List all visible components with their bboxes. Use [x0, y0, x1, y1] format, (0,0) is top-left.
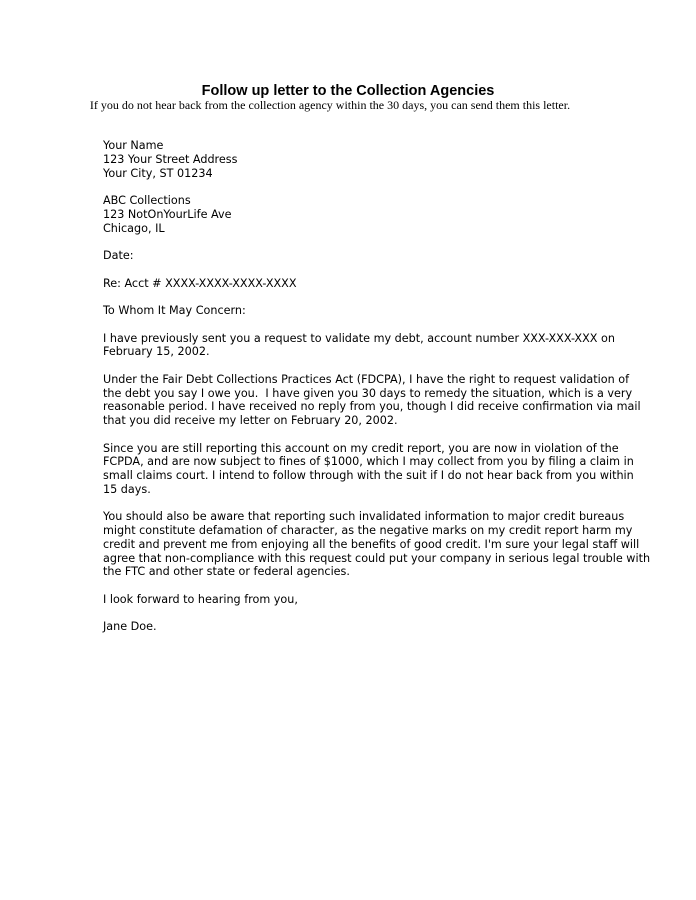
signature-name: Jane Doe. — [103, 620, 157, 634]
account-reference: Re: Acct # XXXX-XXXX-XXXX-XXXX — [103, 276, 297, 290]
paragraph-line: that you did receive my letter on February 20, 2002. — [103, 414, 398, 427]
paragraph-line: reasonable period. I have received no reply from you, though I did receive confirmation via mail — [103, 400, 641, 414]
paragraph-line: FCPDA, and are now subject to fines of $1000, which I may collect from you by filing a claim in — [103, 455, 634, 469]
date-label: Date: — [103, 249, 134, 262]
closing — [103, 593, 603, 607]
paragraph — [103, 510, 651, 579]
letter-body — [103, 139, 651, 648]
paragraph — [103, 372, 641, 428]
paragraph — [103, 441, 634, 497]
sender-city: Your City, ST 01234 — [103, 166, 213, 180]
closing-text: I look forward to hearing from you, — [103, 592, 298, 606]
salutation — [103, 304, 603, 318]
document-subtitle: If you do not hear back from the collection agency within the 30 days, you can send them this letter. — [89, 98, 571, 112]
paragraph-line: February 15, 2002. — [103, 345, 210, 359]
reference-line — [103, 277, 603, 291]
paragraph-line: small claims court. I intend to follow through with the suit if I do not hear back from you within — [103, 469, 634, 482]
paragraph-line: I have previously sent you a request to validate my debt, account number XXX-XXX-XXX on — [103, 331, 615, 345]
signature — [103, 620, 603, 634]
paragraph-line: the debt you say I owe you. I have given you 30 days to remedy the situation, which is a very — [103, 386, 633, 400]
paragraph-line: agree that non-compliance with this request could put your company in serious legal trouble with — [103, 551, 651, 565]
recipient-address — [103, 194, 603, 235]
paragraph-line: credit and prevent me from enjoying all the benefits of good credit. I'm sure your legal staff will — [103, 537, 640, 551]
salutation-text: To Whom It May Concern: — [103, 304, 246, 317]
paragraph-line: might constitute defamation of character, as the negative marks on my credit report harm my — [103, 524, 633, 537]
paragraph-line: Since you are still reporting this account on my credit report, you are now in violation of the — [103, 441, 619, 455]
paragraph-line: the FTC and other state or federal agencies. — [103, 565, 350, 579]
sender-name: Your Name — [103, 139, 164, 152]
paragraph-line: You should also be aware that reporting such invalidated information to major credit bureaus — [103, 510, 625, 524]
recipient-city: Chicago, IL — [103, 221, 165, 235]
paragraph-line: 15 days. — [103, 482, 151, 496]
recipient-street: 123 NotOnYourLife Ave — [103, 207, 232, 221]
paragraph — [103, 331, 615, 360]
sender-street: 123 Your Street Address — [103, 152, 238, 166]
paragraph-line: Under the Fair Debt Collections Practices Act (FDCPA), I have the right to request validation of — [103, 372, 630, 386]
document-title: Follow up letter to the Collection Agencies — [201, 83, 495, 99]
recipient-name: ABC Collections — [103, 194, 191, 207]
sender-address — [103, 139, 603, 180]
date-line — [103, 249, 603, 263]
